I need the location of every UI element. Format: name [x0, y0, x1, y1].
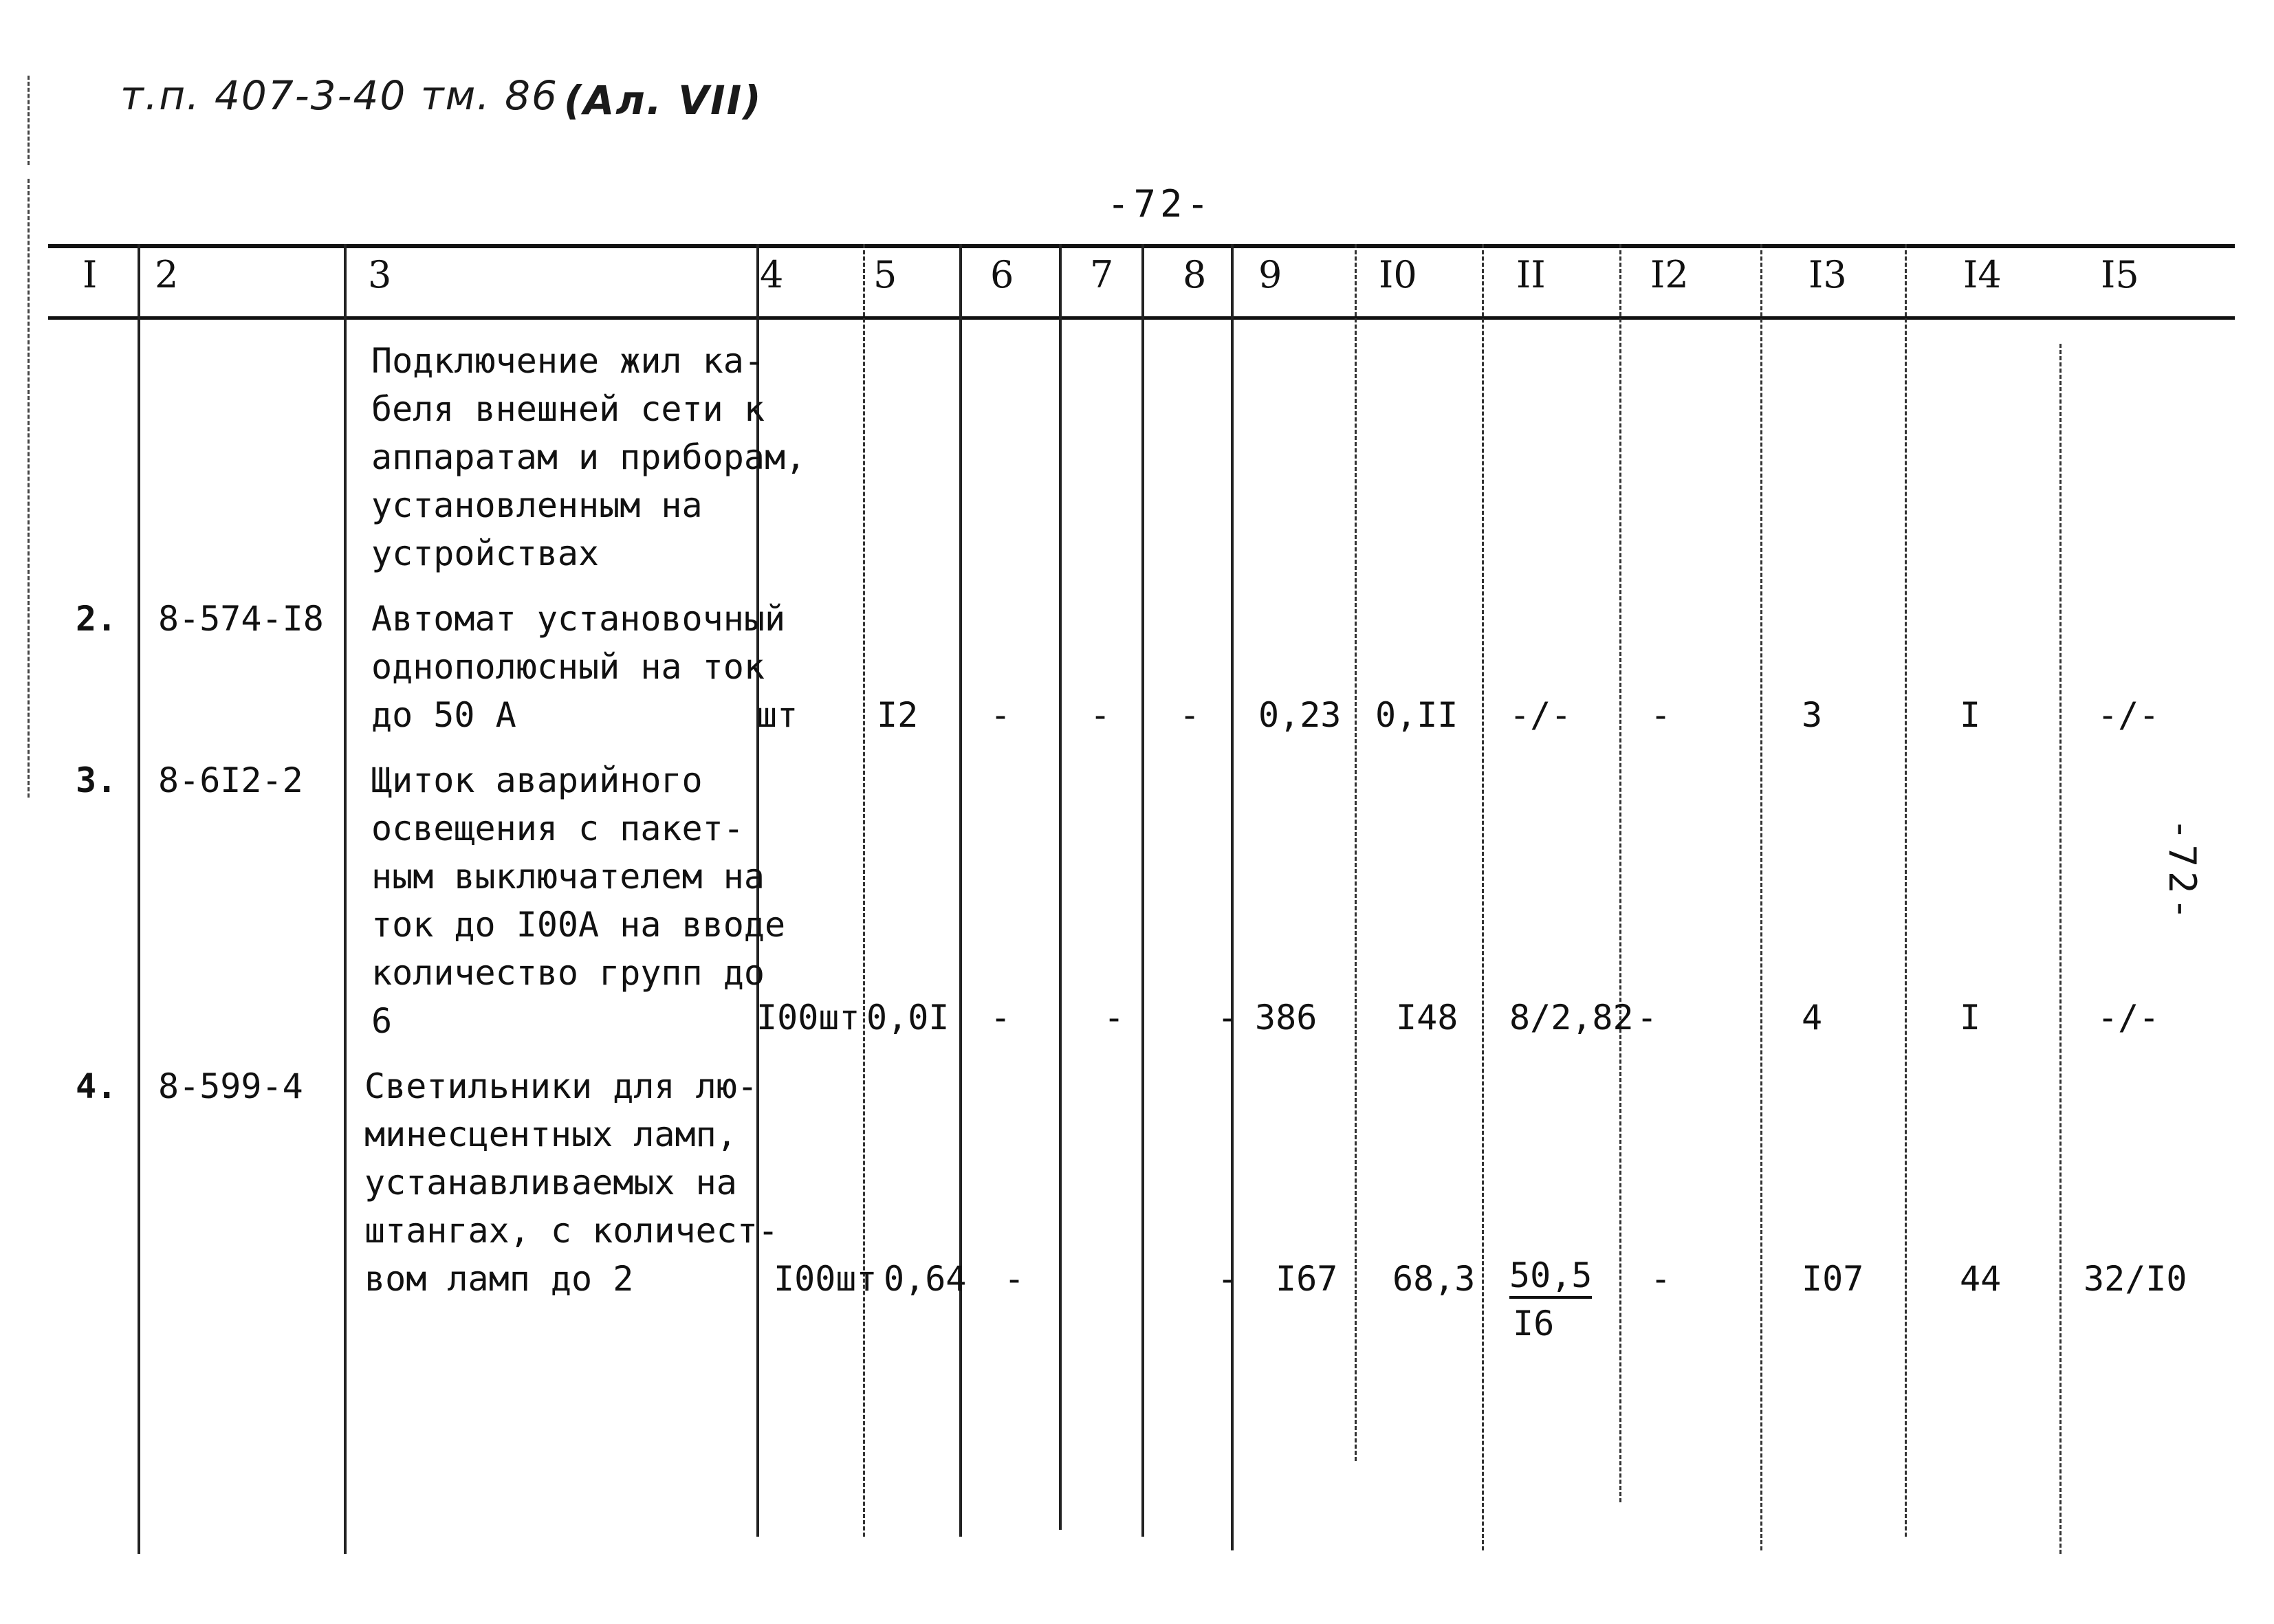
- column-divider: [2059, 344, 2062, 1554]
- row-description-line: количество групп до: [371, 953, 765, 993]
- row-col14: 44: [1960, 1259, 2002, 1299]
- row-col12: -: [1637, 998, 1658, 1038]
- row-col6: -: [990, 998, 1012, 1038]
- column-header: I5: [2101, 253, 2139, 296]
- row-col6: -: [1004, 1259, 1025, 1299]
- row-col5: I2: [877, 695, 919, 735]
- row-code: 8-599-4: [158, 1066, 303, 1106]
- column-header: 7: [1090, 253, 1114, 296]
- row-description-line: Автомат установочный: [371, 599, 786, 639]
- row-col10: 0,II: [1375, 695, 1458, 735]
- row-description-line: минесцентных ламп,: [364, 1115, 737, 1154]
- column-header: 9: [1258, 253, 1282, 296]
- row-col15: -/-: [2097, 695, 2160, 735]
- row-col12: -: [1650, 1259, 1672, 1299]
- column-divider: [1141, 244, 1144, 1537]
- row-unit: I00шт: [756, 998, 860, 1038]
- column-header: 4: [760, 253, 784, 296]
- column-header: I4: [1963, 253, 2002, 296]
- row-col11-denominator: I6: [1513, 1304, 1555, 1343]
- column-header: 6: [990, 253, 1014, 296]
- column-header: I0: [1379, 253, 1417, 296]
- column-divider: [1905, 244, 1907, 1537]
- column-divider: [1231, 244, 1234, 1550]
- row-col13: 4: [1802, 998, 1823, 1038]
- column-header: 3: [368, 253, 392, 296]
- row-col8: -: [1179, 695, 1201, 735]
- page-number: -72-: [1107, 182, 1214, 226]
- intro-text-line: беля внешней сети к: [371, 389, 765, 429]
- row-col10: I48: [1396, 998, 1458, 1038]
- margin-mark: [28, 179, 30, 798]
- row-col6: -: [990, 695, 1012, 735]
- intro-text-line: аппаратам и приборам,: [371, 437, 807, 477]
- row-col8: -: [1217, 998, 1238, 1038]
- row-col7: -: [1090, 695, 1111, 735]
- column-divider: [863, 244, 865, 1537]
- column-header: 5: [873, 253, 897, 296]
- column-divider: [344, 244, 347, 1554]
- column-divider: [959, 244, 962, 1537]
- row-col12: -: [1650, 695, 1672, 735]
- row-description-line: Щиток аварийного: [371, 760, 703, 800]
- column-header: I2: [1650, 253, 1689, 296]
- column-header: 2: [155, 253, 179, 296]
- row-number: 3.: [76, 760, 118, 800]
- row-description-line: устанавливаемых на: [364, 1163, 737, 1203]
- row-description-line: освещения с пакет-: [371, 809, 744, 848]
- row-col11: -/-: [1509, 695, 1572, 735]
- side-page-number: -72-: [2161, 818, 2204, 925]
- column-header: 8: [1183, 253, 1207, 296]
- row-number: 4.: [76, 1066, 118, 1106]
- row-col10: 68,3: [1392, 1259, 1476, 1299]
- intro-text-line: Подключение жил ка-: [371, 341, 765, 381]
- row-col15: 32/I0: [2084, 1259, 2187, 1299]
- row-number: 2.: [76, 599, 118, 639]
- column-header: I3: [1808, 253, 1847, 296]
- row-col9: 0,23: [1258, 695, 1342, 735]
- column-divider: [138, 244, 140, 1554]
- album-reference: (Ал. VII): [564, 77, 763, 124]
- row-col5: 0,0I: [866, 998, 950, 1038]
- intro-text-line: устройствах: [371, 534, 600, 573]
- row-col7: -: [1104, 998, 1125, 1038]
- row-col14: I: [1960, 998, 1981, 1038]
- column-divider: [1760, 244, 1762, 1550]
- row-unit: шт: [756, 695, 798, 735]
- document-reference: т.п. 407-3-40 тм. 86: [120, 72, 558, 119]
- row-col5: 0,64: [884, 1259, 967, 1299]
- row-col14: I: [1960, 695, 1981, 735]
- row-col11: 8/2,82: [1509, 998, 1634, 1038]
- row-code: 8-6I2-2: [158, 760, 303, 800]
- column-header: I: [83, 253, 98, 296]
- row-col9: I67: [1276, 1259, 1338, 1299]
- row-col9: 386: [1255, 998, 1318, 1038]
- column-divider: [1355, 244, 1357, 1461]
- row-col15: -/-: [2097, 998, 2160, 1038]
- column-divider: [1059, 244, 1062, 1530]
- row-description-line: однополюсный на ток: [371, 647, 765, 687]
- intro-text-line: установленным на: [371, 485, 703, 525]
- row-col13: I07: [1802, 1259, 1864, 1299]
- margin-mark: [28, 76, 30, 165]
- row-code: 8-574-I8: [158, 599, 324, 639]
- row-description-line: штангах, с количест-: [364, 1211, 779, 1251]
- row-description-line: ток до I00A на вводе: [371, 905, 786, 945]
- row-col11-numerator: 50,5: [1509, 1255, 1593, 1295]
- row-description-line: до 50 А: [371, 695, 516, 735]
- row-description-line: 6: [371, 1001, 393, 1041]
- column-divider: [1619, 244, 1621, 1502]
- row-description-line: Светильники для лю-: [364, 1066, 758, 1106]
- column-divider: [1482, 244, 1484, 1550]
- fraction-line: [1509, 1296, 1592, 1299]
- row-description-line: вом ламп до 2: [364, 1259, 634, 1299]
- row-description-line: ным выключателем на: [371, 857, 765, 897]
- row-col8: -: [1217, 1259, 1238, 1299]
- row-unit: I00шт: [774, 1259, 877, 1299]
- column-header: II: [1516, 253, 1546, 296]
- row-col13: 3: [1802, 695, 1823, 735]
